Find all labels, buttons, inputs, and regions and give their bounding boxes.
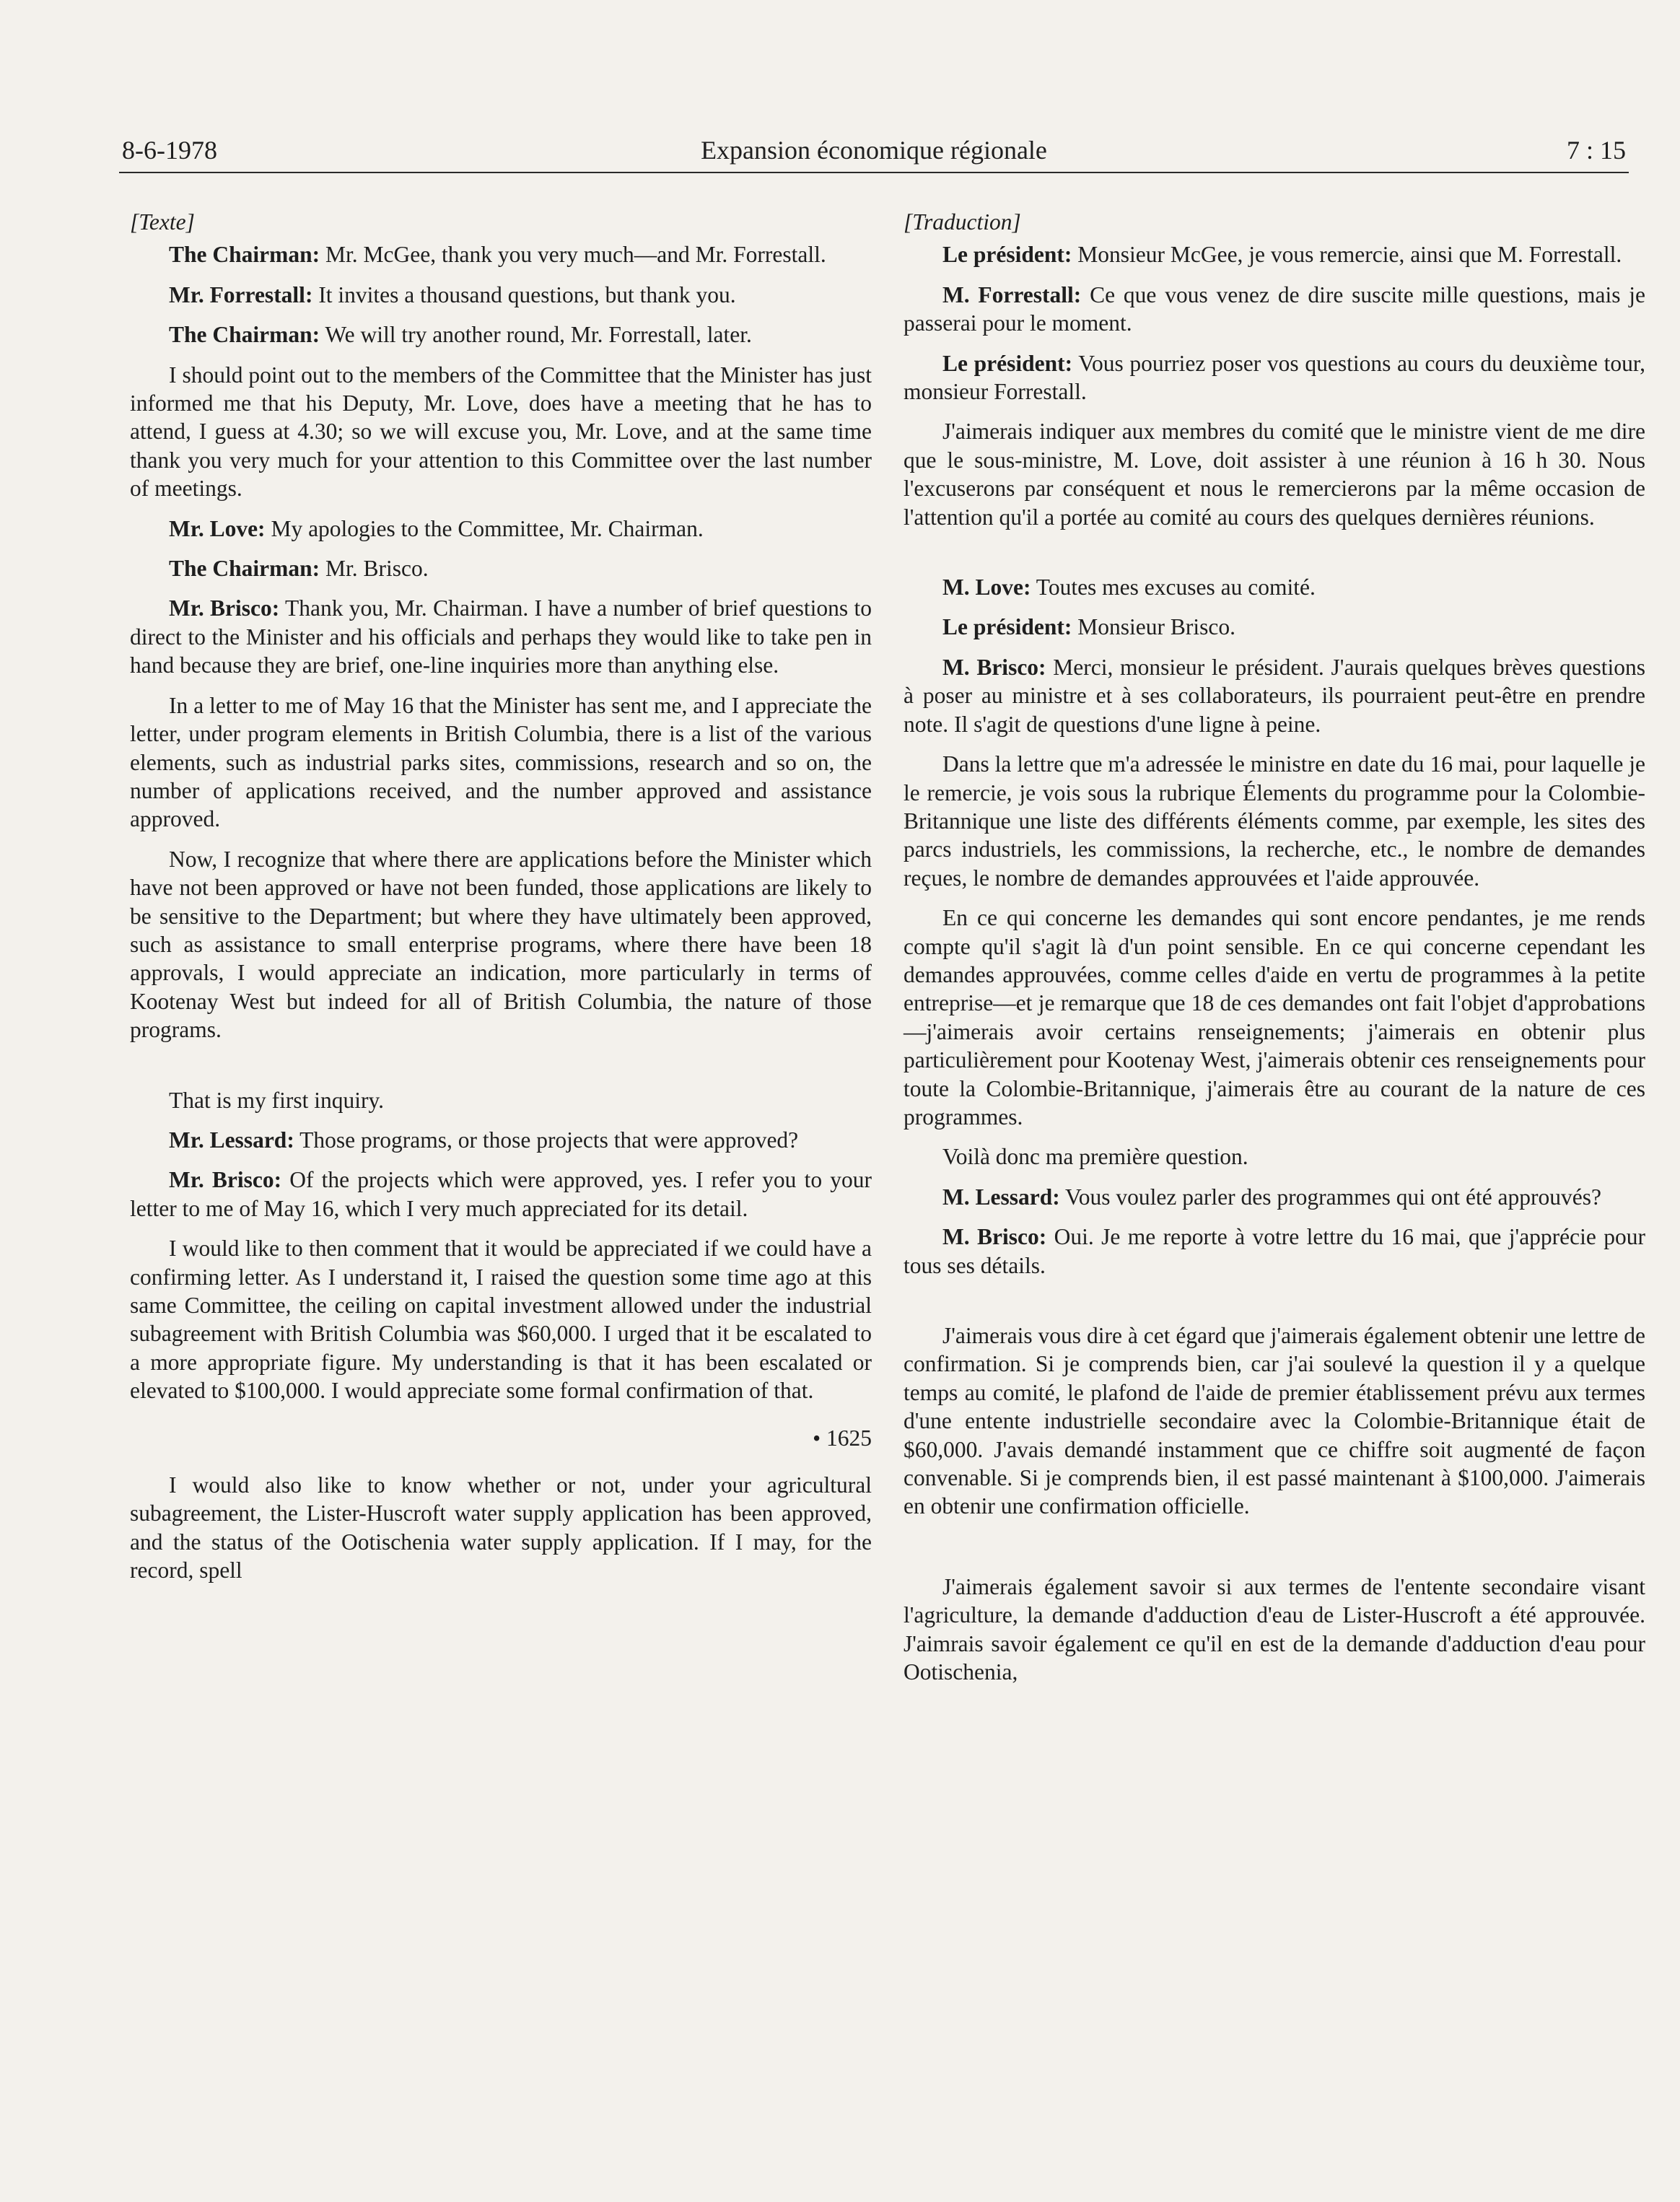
paragraph: En ce qui concerne les demandes qui sont encore pendantes, je me rends compte qu'il s'agit là d'un point sensible. En ce qui concerne cependant les demandes approuvées, comme celles d'aide en vertu de programmes à la petite entreprise—et je remarque que 18 de ces demandes ont fait l'objet d'approbations—j'aimerais avoir certains renseignements; j'aimerais en obtenir plus particulièrement pour Kootenay West, j'aimerais obtenir ces renseignements pour toute la Colombie-Britannique, j'aimerais être au courant de la nature de ces programmes. — [904, 905, 1645, 1130]
paragraph — [130, 1126, 872, 1154]
paragraph — [904, 281, 1645, 338]
paragraph: I should point out to the members of the Committee that the Minister has just informed me that his Deputy, Mr. Love, does have a meeting that he has to attend, I guess at 4.30; so we will excuse you, Mr. Love, and at the same time thank you very much for your attention to this Committee over the last number of meetings. — [130, 362, 872, 502]
speaker: M. Lessard: — [942, 1184, 1060, 1210]
page-header — [119, 134, 1629, 173]
speaker: M. Forrestall: — [942, 281, 1082, 307]
paragraph — [904, 613, 1645, 641]
paragraph: Voilà donc ma première question. — [942, 1144, 1248, 1170]
speaker: The Chairman: — [169, 322, 320, 348]
paragraph — [904, 1223, 1645, 1280]
speech: Thank you, Mr. Chairman. I have a number of brief questions to direct to the Minister and his officials and perhaps they would like to take pen in hand because they are brief, one-line inquiries more than anything else. — [130, 595, 872, 678]
paragraph: J'aimerais également savoir si aux termes de l'entente secondaire visant l'agriculture, la demande d'adduction d'eau de Lister-Huscroft a été approuvée. J'aimrais savoir également ce qu'il en est de la demande d'adduction d'eau pour Ootischenia, — [904, 1573, 1645, 1685]
french-column — [904, 208, 1645, 1698]
speaker: M. Brisco: — [942, 654, 1046, 680]
speech: Vous pourriez poser vos questions au cours du deuxième tour, monsieur Forrestall. — [904, 350, 1646, 405]
speech: Merci, monsieur le président. J'aurais quelques brèves questions à poser au ministre et à ses collaborateurs, ils pourraient peut-être en prendre note. Il s'agit de questions d'une ligne à peine. — [904, 654, 1645, 737]
section-tag: [Texte] — [130, 209, 195, 235]
paragraph — [130, 320, 872, 349]
paragraph — [130, 554, 872, 582]
speech: Monsieur McGee, je vous remercie, ainsi que M. Forrestall. — [1072, 242, 1622, 268]
speech: Monsieur Brisco. — [1072, 614, 1235, 640]
paragraph — [904, 240, 1645, 268]
header-date: 8-6-1978 — [122, 136, 217, 165]
speaker: The Chairman: — [169, 242, 320, 268]
speaker: The Chairman: — [169, 556, 320, 582]
english-column — [130, 208, 872, 1596]
paragraph: That is my first inquiry. — [169, 1087, 385, 1113]
paragraph — [904, 653, 1645, 738]
paragraph: Dans la lettre que m'a adressée le ministre en date du 16 mai, pour laquelle je le remercie, je vois sous la rubrique Élements du programme pour la Colombie-Britannique une liste des différents éléments comme, par exemple, les sites des parcs industriels, les commissions, la recherche, etc., le nombre de demandes reçues, le nombre de demandes approuvées et l'aide approuvée. — [904, 751, 1645, 891]
time-marker: • 1625 — [813, 1425, 872, 1451]
speech: Ce que vous venez de dire suscite mille questions, mais je passerai pour le moment. — [904, 281, 1646, 336]
speech: Those programs, or those projects that were approved? — [294, 1127, 799, 1153]
paragraph — [904, 573, 1645, 601]
speaker: Mr. Lessard: — [169, 1127, 294, 1153]
paragraph — [904, 1183, 1645, 1211]
speech: Mr. McGee, thank you very much—and Mr. Forrestall. — [320, 242, 826, 268]
speaker: Le président: — [942, 242, 1072, 268]
speech: Vous voulez parler des programmes qui ont été approuvés? — [1059, 1184, 1601, 1210]
paragraph — [130, 594, 872, 679]
speaker: M. Love: — [942, 574, 1031, 600]
paragraph: J'aimerais indiquer aux membres du comité que le ministre vient de me dire que le sous-ministre, M. Love, doit assister à une réunion à 16 h 30. Nous l'excuserons par conséquent et nous le remercierons par la même occasion de l'attention qu'il a portée au comité au cours des quelques dernières réunions. — [904, 419, 1645, 530]
speaker: Mr. Brisco: — [169, 1167, 282, 1193]
speech: Oui. Je me reporte à votre lettre du 16 mai, que j'apprécie pour tous ses détails. — [904, 1224, 1645, 1278]
paragraph: In a letter to me of May 16 that the Minister has sent me, and I appreciate the letter, under program elements in British Columbia, there is a list of the various elements, such as industrial parks sites, commissions, research and so on, the number of applications received, and the number approved and assistance approved. — [130, 692, 872, 832]
paragraph — [130, 240, 872, 268]
speaker: Le président: — [942, 350, 1073, 376]
paragraph: I would also like to know whether or not, under your agricultural subagreement, the Lister-Huscroft water supply application has been approved, and the status of the Ootischenia water supply application. If I may, for the record, spell — [130, 1472, 872, 1583]
speaker: M. Brisco: — [942, 1224, 1047, 1250]
speech: Toutes mes excuses au comité. — [1031, 574, 1316, 600]
speaker: Mr. Forrestall: — [169, 281, 313, 307]
header-page-number: 7 : 15 — [1566, 136, 1626, 165]
paragraph — [130, 1166, 872, 1223]
speech: Mr. Brisco. — [320, 556, 429, 582]
paragraph: Now, I recognize that where there are applications before the Minister which have not been approved or have not been funded, those applications are likely to be sensitive to the Department; but where they have ultimately been approved, such as assistance to small enterprise programs, where there have been 18 approvals, I would appreciate an indication, more particularly in terms of Kootenay West but indeed for all of British Columbia, the nature of those programs. — [130, 846, 872, 1043]
speaker: Le président: — [942, 614, 1072, 640]
paragraph — [130, 515, 872, 543]
paragraph — [904, 349, 1645, 406]
speaker: Mr. Love: — [169, 515, 266, 541]
speech: My apologies to the Committee, Mr. Chairman. — [265, 515, 704, 541]
paragraph — [130, 281, 872, 309]
speech: We will try another round, Mr. Forrestall, later. — [320, 322, 752, 348]
speech: It invites a thousand questions, but thank you. — [312, 281, 736, 307]
section-tag: [Traduction] — [904, 209, 1021, 235]
paragraph: J'aimerais vous dire à cet égard que j'aimerais également obtenir une lettre de confirmation. Si je comprends bien, car j'ai soulevé la question il y a quelque temps au comité, le plafond de l'aide de premier établissement prévu aux termes d'une entente industrielle secondaire avec la Colombie-Britannique était de $60,000. J'avais demandé instamment que ce chiffre soit augmenté de façon convenable. Si je comprends bien, il est passé maintenant à $100,000. J'aimerais en obtenir une confirmation officielle. — [904, 1323, 1645, 1519]
header-title: Expansion économique régionale — [701, 136, 1047, 165]
speaker: Mr. Brisco: — [169, 595, 280, 621]
paragraph: I would like to then comment that it would be appreciated if we could have a confirming letter. As I understand it, I raised the question some time ago at this same Committee, the ceiling on capital investment allowed under the industrial subagreement with British Columbia was $60,000. I urged that it be escalated to a more appropriate figure. My understanding is that it has been escalated or elevated to $100,000. I would appreciate some formal confirmation of that. — [130, 1236, 872, 1404]
speech: Of the projects which were approved, yes. I refer you to your letter to me of May 16, which I very much appreciated for its detail. — [130, 1167, 872, 1221]
